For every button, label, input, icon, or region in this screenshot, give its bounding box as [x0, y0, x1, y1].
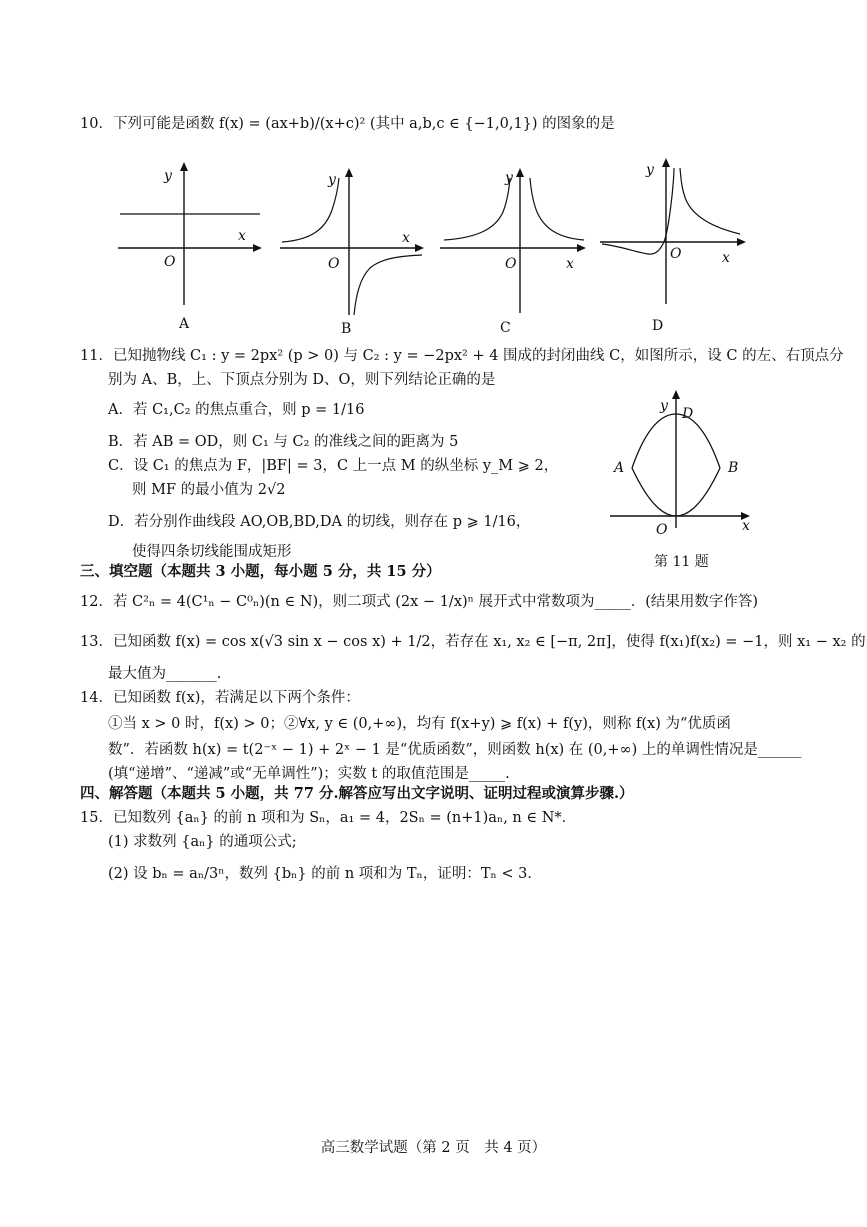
graph-c-origin-label: O — [505, 256, 517, 272]
graph-b-x-label: x — [402, 230, 410, 246]
option-d-label: D — [652, 318, 664, 334]
graph-b — [280, 170, 430, 320]
fig11-caption: 第 11 题 — [654, 554, 709, 570]
q11-option-c-line2: 则 MF 的最小值为 2√2 — [132, 482, 286, 498]
graph-d-y-label: y — [646, 162, 654, 178]
graph-b-origin-label: O — [328, 256, 340, 272]
q10-stem: 10．下列可能是函数 f(x) = (ax+b)/(x+c)² (其中 a,b,c ∈ {−1,0,1}) 的图象的是 — [80, 116, 615, 132]
q11-stem-line1: 11．已知抛物线 C₁ : y = 2px² (p > 0) 与 C₂ : y = −2px² + 4 围成的封闭曲线 C，如图所示，设 C 的左、右顶点分 — [80, 348, 844, 364]
q11-option-d-line1: D．若分别作曲线段 AO,OB,BD,DA 的切线，则存在 p ⩾ 1/16， — [108, 514, 531, 530]
fig11-x-label: x — [742, 518, 750, 534]
q11-option-c-line1: C．设 C₁ 的焦点为 F，|BF| = 3，C 上一点 M 的纵坐标 y_M ⩾ 2， — [108, 458, 559, 474]
q11-option-b: B．若 AB = OD，则 C₁ 与 C₂ 的准线之间的距离为 5 — [108, 434, 459, 450]
q15-part1: (1) 求数列 {aₙ} 的通项公式; — [108, 834, 297, 850]
graph-d-origin-label: O — [670, 246, 682, 262]
fig11-y-label: y — [660, 398, 668, 414]
fig11-d-label: D — [682, 406, 694, 422]
q13-line1: 13．已知函数 f(x) = cos x(√3 sin x − cos x) + 1/2，若存在 x₁, x₂ ∈ [−π, 2π]，使得 f(x₁)f(x₂) = −1，则 x₁ − x₂ 的 — [80, 634, 866, 650]
option-a-label: A — [179, 316, 190, 332]
q15-part2: (2) 设 bₙ = aₙ/3ⁿ，数列 {bₙ} 的前 n 项和为 Tₙ，证明：Tₙ < 3． — [108, 866, 542, 882]
graph-a-origin-label: O — [164, 254, 176, 270]
option-b-label: B — [341, 321, 352, 337]
graph-c-y-label: y — [505, 170, 513, 186]
page-footer: 高三数学试题（第 2 页 共 4 页） — [320, 1140, 547, 1156]
graph-a-x-label: x — [238, 228, 246, 244]
graph-c-x-label: x — [566, 256, 574, 272]
figure-11 — [606, 388, 756, 538]
option-c-label: C — [500, 320, 511, 336]
fig11-a-label: A — [614, 460, 625, 476]
graph-d-x-label: x — [722, 250, 730, 266]
q13-line2: 最大值为_______. — [108, 666, 222, 682]
graph-d — [600, 156, 750, 316]
q14-line4: (填“递增”、“递减”或“无单调性”)；实数 t 的取值范围是_____. — [108, 766, 510, 782]
q15-stem: 15．已知数列 {aₙ} 的前 n 项和为 Sₙ，a₁ = 4，2Sₙ = (n+1)aₙ, n ∈ N*． — [80, 810, 577, 826]
section-3-heading: 三、填空题（本题共 3 小题，每小题 5 分，共 15 分） — [80, 563, 441, 580]
graph-b-y-label: y — [328, 172, 336, 188]
q11-option-a: A．若 C₁,C₂ 的焦点重合，则 p = 1/16 — [108, 402, 365, 418]
q14-line2: ①当 x > 0 时，f(x) > 0；②∀x, y ∈ (0,+∞)，均有 f(x+y) ⩾ f(x) + f(y)，则称 f(x) 为“优质函 — [108, 716, 731, 732]
q14-line3: 数”．若函数 h(x) = t(2⁻ˣ − 1) + 2ˣ − 1 是“优质函数”，则函数 h(x) 在 (0,+∞) 上的单调性情况是______ — [108, 742, 802, 758]
q12: 12．若 C²ₙ = 4(C¹ₙ − C⁰ₙ)(n ∈ N)，则二项式 (2x − 1/x)ⁿ 展开式中常数项为_____．(结果用数字作答) — [80, 594, 759, 610]
graph-a — [118, 160, 268, 310]
graph-c — [440, 168, 590, 318]
fig11-b-label: B — [728, 460, 739, 476]
q14-line1: 14．已知函数 f(x)，若满足以下两个条件： — [80, 690, 360, 706]
graph-a-y-label: y — [164, 168, 172, 184]
fig11-o-label: O — [656, 522, 668, 538]
q11-stem-line2: 别为 A、B，上、下顶点分别为 D、O，则下列结论正确的是 — [108, 372, 496, 388]
section-4-heading: 四、解答题（本题共 5 小题，共 77 分.解答应写出文字说明、证明过程或演算步骤.） — [80, 785, 634, 802]
q11-option-d-line2: 使得四条切线能围成矩形 — [132, 544, 292, 560]
